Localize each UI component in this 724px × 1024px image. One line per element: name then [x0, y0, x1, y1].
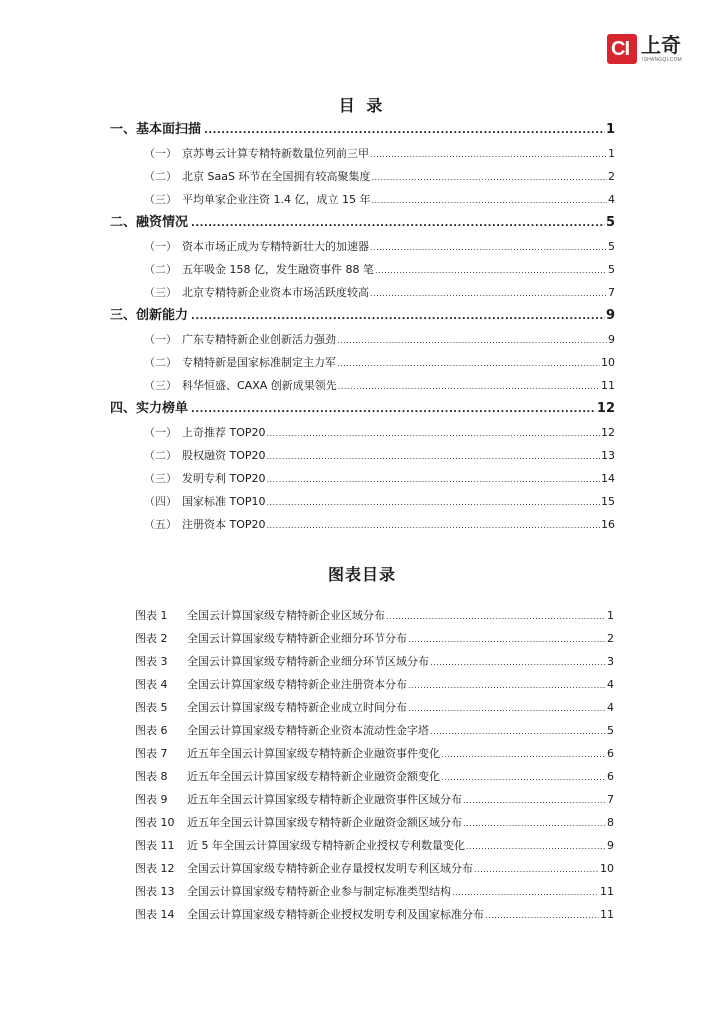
- figure-title: 近五年全国云计算国家级专精特新企业融资金额变化: [187, 770, 440, 783]
- figure-page: 11: [600, 908, 614, 921]
- figure-label: 图表 8: [135, 770, 168, 783]
- figure-title: 近 5 年全国云计算国家级专精特新企业授权专利数量变化: [187, 839, 465, 852]
- figure-title: 近五年全国云计算国家级专精特新企业融资事件变化: [187, 747, 440, 760]
- figure-page: 8: [607, 816, 614, 829]
- figure-label: 图表 4: [135, 678, 168, 691]
- toc-subsection-page: 2: [608, 170, 615, 183]
- toc-subsection-entry[interactable]: [110, 351, 615, 374]
- dot-leader: [463, 812, 606, 834]
- dot-leader: [337, 352, 600, 374]
- toc-subsection-entry[interactable]: [110, 513, 615, 536]
- toc-subsection-entry[interactable]: [110, 444, 615, 467]
- toc-subsection-entry[interactable]: [110, 328, 615, 351]
- dot-leader: [452, 881, 599, 903]
- figure-label: 图表 12: [135, 862, 175, 875]
- toc-subsection-title: 五年吸金 158 亿，发生融资事件 88 笔: [182, 263, 374, 276]
- dot-leader: [441, 743, 606, 765]
- toc-section-label: 三、创新能力: [110, 308, 189, 323]
- dot-leader: [463, 789, 606, 811]
- toc-subsection-number: （三）: [144, 193, 177, 206]
- toc-section-entry[interactable]: [110, 304, 615, 328]
- figure-title: 近五年全国云计算国家级专精特新企业融资事件区域分布: [187, 793, 462, 806]
- figure-title: 全国云计算国家级专精特新企业成立时间分布: [187, 701, 407, 714]
- toc-subsection-entry[interactable]: [110, 235, 615, 258]
- toc-subsection-page: 5: [608, 263, 615, 276]
- toc-subsection-number: （二）: [144, 356, 177, 369]
- toc-subsection-page: 13: [601, 449, 615, 462]
- toc-subsection-number: （三）: [144, 379, 177, 392]
- figure-title: 全国云计算国家级专精特新企业资本流动性金字塔: [187, 724, 429, 737]
- toc-subsection-page: 9: [608, 333, 615, 346]
- toc-subsection-title: 专精特新是国家标准制定主力军: [182, 356, 336, 369]
- toc-subsection-number: （二）: [144, 263, 177, 276]
- logo-name: 上奇: [641, 33, 681, 57]
- figure-page: 7: [607, 793, 614, 806]
- dot-leader: [430, 720, 606, 742]
- figure-title: 全国云计算国家级专精特新企业细分环节区域分布: [187, 655, 429, 668]
- toc-subsection-page: 7: [608, 286, 615, 299]
- toc-subsection-number: （一）: [144, 426, 177, 439]
- toc-subsection-title: 资本市场正成为专精特新壮大的加速器: [182, 240, 369, 253]
- toc-subsection-entry[interactable]: [110, 188, 615, 211]
- toc-section-entry[interactable]: [110, 397, 615, 421]
- toc-subsection-number: （三）: [144, 286, 177, 299]
- toc-subsection-entry[interactable]: [110, 142, 615, 165]
- figure-title: 近五年全国云计算国家级专精特新企业融资金额区域分布: [187, 816, 462, 829]
- dot-leader: [267, 422, 600, 444]
- figure-label: 图表 1: [135, 609, 168, 622]
- figure-label: 图表 6: [135, 724, 168, 737]
- figure-page: 2: [607, 632, 614, 645]
- dot-leader: [370, 282, 607, 304]
- toc-subsection-page: 14: [601, 472, 615, 485]
- toc-subsection-number: （二）: [144, 449, 177, 462]
- dot-leader: [441, 766, 606, 788]
- figure-entry[interactable]: [135, 742, 614, 765]
- logo-website: ISHANGQI.COM: [642, 57, 682, 63]
- figure-title: 全国云计算国家级专精特新企业存量授权发明专利区域分布: [187, 862, 473, 875]
- toc-subsection-title: 北京专精特新企业资本市场活跃度较高: [182, 286, 369, 299]
- toc-subsection-number: （一）: [144, 240, 177, 253]
- toc-section-entry[interactable]: [110, 211, 615, 235]
- toc-subsection-title: 发明专利 TOP20: [182, 472, 266, 485]
- figure-label: 图表 9: [135, 793, 168, 806]
- dot-leader: [408, 674, 606, 696]
- figure-page: 3: [607, 655, 614, 668]
- table-of-contents: [110, 118, 615, 536]
- figure-title: 全国云计算国家级专精特新企业授权发明专利及国家标准分布: [187, 908, 484, 921]
- figure-entry[interactable]: [135, 834, 614, 857]
- toc-subsection-page: 1: [608, 147, 615, 160]
- figure-page: 1: [607, 609, 614, 622]
- dot-leader: [466, 835, 606, 857]
- figure-page: 10: [600, 862, 614, 875]
- dot-leader: [338, 375, 600, 397]
- figure-title: 全国云计算国家级专精特新企业参与制定标准类型结构: [187, 885, 451, 898]
- figure-entry[interactable]: [135, 903, 614, 926]
- figure-label: 图表 2: [135, 632, 168, 645]
- toc-subsection-page: 15: [601, 495, 615, 508]
- toc-section-entry[interactable]: [110, 118, 615, 142]
- toc-subsection-number: （三）: [144, 472, 177, 485]
- figure-entry[interactable]: [135, 857, 614, 880]
- toc-subsection-number: （一）: [144, 147, 177, 160]
- toc-subsection-number: （五）: [144, 518, 177, 531]
- toc-subsection-entry[interactable]: [110, 467, 615, 490]
- dot-leader: [337, 329, 607, 351]
- toc-subsection-number: （一）: [144, 333, 177, 346]
- dot-leader: [408, 628, 606, 650]
- figure-label: 图表 3: [135, 655, 168, 668]
- toc-section-page: 1: [605, 122, 615, 137]
- figure-entry[interactable]: [135, 811, 614, 834]
- toc-subsection-number: （四）: [144, 495, 177, 508]
- toc-subsection-title: 国家标准 TOP10: [182, 495, 266, 508]
- dot-leader: [267, 491, 600, 513]
- figure-entry[interactable]: [135, 604, 614, 627]
- dot-leader: [267, 468, 600, 490]
- dot-leader: [191, 305, 605, 328]
- figure-page: 11: [600, 885, 614, 898]
- figure-label: 图表 10: [135, 816, 175, 829]
- toc-section-page: 12: [596, 401, 615, 416]
- toc-subsection-entry[interactable]: [110, 374, 615, 397]
- dot-leader: [204, 119, 605, 142]
- toc-subsection-page: 16: [601, 518, 615, 531]
- dot-leader: [375, 259, 607, 281]
- dot-leader: [370, 143, 607, 165]
- figure-page: 6: [607, 770, 614, 783]
- figure-entry[interactable]: [135, 696, 614, 719]
- toc-subsection-entry[interactable]: [110, 258, 615, 281]
- dot-leader: [191, 398, 596, 421]
- figure-label: 图表 13: [135, 885, 175, 898]
- dot-leader: [386, 605, 606, 627]
- toc-subsection-number: （二）: [144, 170, 177, 183]
- toc-title: 目 录: [338, 96, 386, 115]
- toc-subsection-page: 5: [608, 240, 615, 253]
- figure-label: 图表 5: [135, 701, 168, 714]
- toc-subsection-title: 京苏粤云计算专精特新数量位列前三甲: [182, 147, 369, 160]
- toc-subsection-title: 股权融资 TOP20: [182, 449, 266, 462]
- figure-title: 全国云计算国家级专精特新企业细分环节分布: [187, 632, 407, 645]
- figure-title: 全国云计算国家级专精特新企业注册资本分布: [187, 678, 407, 691]
- toc-section-label: 二、融资情况: [110, 215, 189, 230]
- dot-leader: [267, 514, 600, 536]
- toc-subsection-page: 12: [601, 426, 615, 439]
- toc-subsection-title: 科华恒盛、CAXA 创新成果领先: [182, 379, 337, 392]
- toc-section-page: 5: [605, 215, 615, 230]
- figure-page: 6: [607, 747, 614, 760]
- figure-entry[interactable]: [135, 627, 614, 650]
- toc-subsection-title: 注册资本 TOP20: [182, 518, 266, 531]
- figure-label: 图表 14: [135, 908, 175, 921]
- company-logo: [607, 32, 691, 72]
- figure-label: 图表 11: [135, 839, 175, 852]
- dot-leader: [430, 651, 606, 673]
- figure-entry[interactable]: [135, 650, 614, 673]
- dot-leader: [408, 697, 606, 719]
- figure-page: 5: [607, 724, 614, 737]
- dot-leader: [267, 445, 600, 467]
- logo-mark-text: CI: [611, 38, 629, 60]
- figure-page: 9: [607, 839, 614, 852]
- toc-subsection-title: 北京 SaaS 环节在全国拥有较高聚集度: [182, 170, 371, 183]
- figure-list: [135, 604, 614, 926]
- dot-leader: [191, 212, 605, 235]
- dot-leader: [371, 189, 607, 211]
- toc-subsection-title: 上奇推荐 TOP20: [182, 426, 266, 439]
- toc-subsection-page: 10: [601, 356, 615, 369]
- dot-leader: [371, 166, 607, 188]
- figure-entry[interactable]: [135, 788, 614, 811]
- toc-section-label: 一、基本面扫描: [110, 122, 202, 137]
- toc-subsection-entry[interactable]: [110, 165, 615, 188]
- dot-leader: [485, 904, 599, 926]
- figure-entry[interactable]: [135, 765, 614, 788]
- toc-subsection-entry[interactable]: [110, 490, 615, 513]
- figure-page: 4: [607, 678, 614, 691]
- toc-subsection-page: 11: [601, 379, 615, 392]
- dot-leader: [370, 236, 607, 258]
- figure-entry[interactable]: [135, 719, 614, 742]
- dot-leader: [474, 858, 599, 880]
- figure-entry[interactable]: [135, 673, 614, 696]
- figure-entry[interactable]: [135, 880, 614, 903]
- figure-label: 图表 7: [135, 747, 168, 760]
- figure-title: 全国云计算国家级专精特新企业区域分布: [187, 609, 385, 622]
- toc-subsection-page: 4: [608, 193, 615, 206]
- toc-subsection-title: 平均单家企业注资 1.4 亿，成立 15 年: [182, 193, 371, 206]
- toc-subsection-entry[interactable]: [110, 421, 615, 444]
- figures-title: 图表目录: [327, 565, 396, 584]
- toc-subsection-entry[interactable]: [110, 281, 615, 304]
- toc-subsection-title: 广东专精特新企业创新活力强劲: [182, 333, 336, 346]
- logo-mark: [607, 34, 637, 64]
- figure-page: 4: [607, 701, 614, 714]
- toc-section-page: 9: [605, 308, 615, 323]
- toc-section-label: 四、实力榜单: [110, 401, 189, 416]
